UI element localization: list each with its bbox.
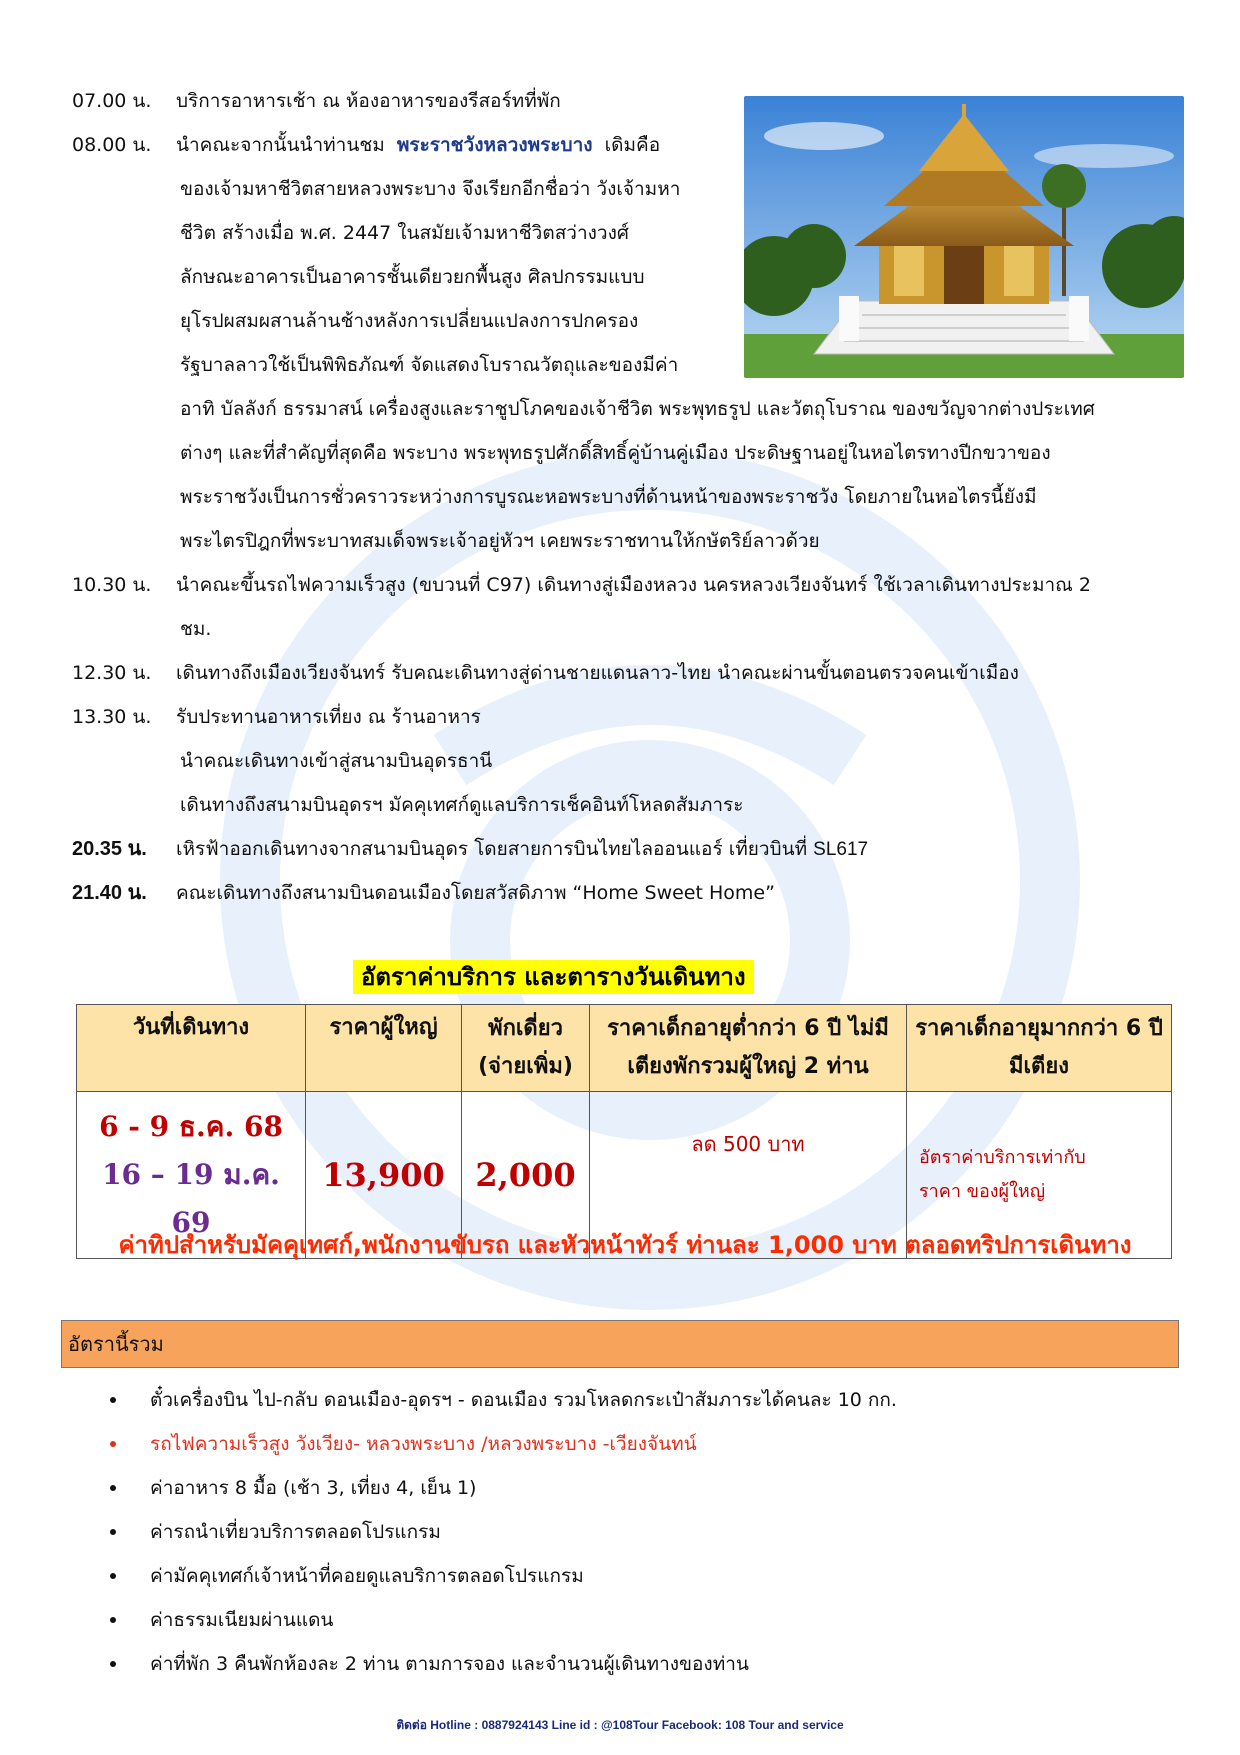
palace-line-1: ของเจ้ามหาชีวิตสายหลวงพระบาง จึงเรียกอีกชื่อว่า วังเจ้ามหา — [180, 178, 681, 200]
single-price: 2,000 — [475, 1156, 576, 1194]
itinerary-row-1030 — [72, 574, 1091, 596]
palace-line-4: ยุโรปผสมผสานล้านช้างหลังการเปลี่ยนแปลงการปกครอง — [180, 310, 639, 332]
header-travel-date: วันที่เดินทาง — [77, 1005, 306, 1092]
tip-notice: ค่าทิปสำหรับมัคคุเทศก์,พนักงานขับรถ และหัวหน้าทัวร์ ท่านละ 1,000 บาท ตลอดทริปการเดินทาง — [118, 1231, 1132, 1259]
itinerary-text: เดิมคือ — [604, 134, 661, 156]
price-section-title: อัตราค่าบริการ และตารางวันเดินทาง — [353, 960, 754, 994]
palace-line-3: ลักษณะอาคารเป็นอาคารชั้นเดียวยกพื้นสูง ศิลปกรรมแบบ — [180, 266, 645, 288]
itinerary-text: เหิรฟ้าออกเดินทางจากสนามบินอุดร โดยสายการบินไทยไลออนแอร์ เที่ยวบินที่ — [176, 838, 814, 860]
time-label: 20.35 น. — [72, 838, 147, 860]
palace-highlight: พระราชวังหลวงพระบาง — [396, 134, 593, 156]
child-no-bed-cell: ลด 500 บาท — [590, 1092, 907, 1259]
itinerary-continuation: นำคณะเดินทางเข้าสู่สนามบินอุดรธานี — [180, 750, 493, 772]
child-with-bed-line-1: อัตราค่าบริการเท่ากับ — [919, 1147, 1086, 1168]
time-label: 13.30 น. — [72, 706, 152, 728]
list-item: ค่ารถนำเที่ยวบริการตลอดโปรแกรม — [110, 1510, 897, 1554]
child-with-bed-line-2: ราคา ของผู้ใหญ่ — [919, 1181, 1046, 1202]
itinerary-row-0700 — [72, 90, 561, 112]
header-child-no-bed: ราคาเด็กอายุต่ำกว่า 6 ปี ไม่มีเตียงพักรวมผู้ใหญ่ 2 ท่าน — [590, 1005, 907, 1092]
table-header-row — [77, 1005, 1172, 1092]
includes-list — [110, 1378, 897, 1686]
travel-date-1: 6 - 9 ธ.ค. 68 — [99, 1110, 283, 1143]
time-label: 21.40 น. — [72, 882, 147, 904]
contact-footer: ติดต่อ Hotline : 0887924143 Line id : @108Tour Facebook: 108 Tour and service — [396, 1718, 844, 1732]
list-item: รถไฟความเร็วสูง วังเวียง- หลวงพระบาง /หลวงพระบาง -เวียงจันทน์ — [110, 1422, 897, 1466]
itinerary-row-2140 — [72, 882, 775, 904]
itinerary-row-1230 — [72, 662, 1019, 684]
itinerary-text: นำคณะจากนั้นนำท่านชม — [176, 134, 385, 156]
itinerary-row-2035 — [72, 838, 868, 861]
itinerary-text: นำคณะขึ้นรถไฟความเร็วสูง (ขบวนที่ C97) เดินทางสู่เมืองหลวง นครหลวงเวียงจันทร์ ใช้เวลาเดินทางประมาณ 2 — [176, 574, 1091, 596]
time-label: 07.00 น. — [72, 90, 152, 112]
time-label: 08.00 น. — [72, 134, 152, 156]
palace-wide-line-1: อาทิ บัลลังก์ ธรรมาสน์ เครื่องสูงและราชูปโภคของเจ้าชีวิต พระพุทธรูป และวัตถุโบราณ ของขวัญจากต่างประเทศ — [180, 398, 1095, 420]
time-label: 12.30 น. — [72, 662, 152, 684]
price-table — [76, 1004, 1172, 1259]
travel-date-2: 16 – 19 ม.ค. 69 — [102, 1158, 280, 1239]
palace-wide-line-4: พระไตรปิฎกที่พระบาทสมเด็จพระเจ้าอยู่หัวฯ เคยพระราชทานให้กษัตริย์ลาวด้วย — [180, 530, 820, 552]
itinerary-text: เดินทางถึงเมืองเวียงจันทร์ รับคณะเดินทางสู่ด่านชายแดนลาว-ไทย นำคณะผ่านขั้นตอนตรวจคนเข้าเมือง — [176, 662, 1019, 684]
header-child-with-bed: ราคาเด็กอายุมากกว่า 6 ปี มีเตียง — [907, 1005, 1172, 1092]
itinerary-continuation: ชม. — [180, 618, 212, 640]
includes-header: อัตรานี้รวม — [61, 1320, 1179, 1368]
palace-wide-line-3: พระราชวังเป็นการชั่วคราวระหว่างการบูรณะหอพระบางที่ด้านหน้าของพระราชวัง โดยภายในหอไตรนี้ยังมี — [180, 486, 1037, 508]
list-item: ค่าธรรมเนียมผ่านแดน — [110, 1598, 897, 1642]
time-label: 10.30 น. — [72, 574, 152, 596]
list-item: ค่าอาหาร 8 มื้อ (เช้า 3, เที่ยง 4, เย็น 1) — [110, 1466, 897, 1510]
itinerary-row-0800 — [72, 134, 712, 156]
list-item: ตั๋วเครื่องบิน ไป-กลับ ดอนเมือง-อุดรฯ - ดอนเมือง รวมโหลดกระเป๋าสัมภาระได้คนละ 10 กก. — [110, 1378, 897, 1422]
palace-line-2: ชีวิต สร้างเมื่อ พ.ศ. 2447 ในสมัยเจ้ามหาชีวิตสว่างวงศ์ — [180, 222, 629, 244]
itinerary-text: บริการอาหารเช้า ณ ห้องอาหารของรีสอร์ทที่พัก — [176, 90, 561, 112]
palace-wide-line-2: ต่างๆ และที่สำคัญที่สุดคือ พระบาง พระพุทธรูปศักดิ์สิทธิ์คู่บ้านคู่เมือง ประดิษฐานอยู่ในหอไตรทางปีกขวาของ — [180, 442, 1051, 464]
luang-prabang-palace-photo — [744, 96, 1184, 378]
list-item: ค่าที่พัก 3 คืนพักห้องละ 2 ท่าน ตามการจอง และจำนวนผู้เดินทางของท่าน — [110, 1642, 897, 1686]
itinerary-text: คณะเดินทางถึงสนามบินดอนเมืองโดยสวัสดิภาพ “Home Sweet Home” — [176, 882, 775, 904]
header-single-supplement: พักเดี่ยว (จ่ายเพิ่ม) — [462, 1005, 590, 1092]
palace-line-5: รัฐบาลลาวใช้เป็นพิพิธภัณฑ์ จัดแสดงโบราณวัตถุและของมีค่า — [180, 354, 679, 376]
adult-price: 13,900 — [322, 1156, 445, 1194]
itinerary-continuation: เดินทางถึงสนามบินอุดรฯ มัคคุเทศก์ดูแลบริการเช็คอินท์โหลดสัมภาระ — [180, 794, 744, 816]
itinerary-row-1330 — [72, 706, 481, 728]
flight-number: SL617 — [813, 839, 869, 860]
header-adult-price: ราคาผู้ใหญ่ — [306, 1005, 462, 1092]
list-item: ค่ามัคคุเทศก์เจ้าหน้าที่คอยดูแลบริการตลอดโปรแกรม — [110, 1554, 897, 1598]
itinerary-text: รับประทานอาหารเที่ยง ณ ร้านอาหาร — [176, 706, 481, 728]
